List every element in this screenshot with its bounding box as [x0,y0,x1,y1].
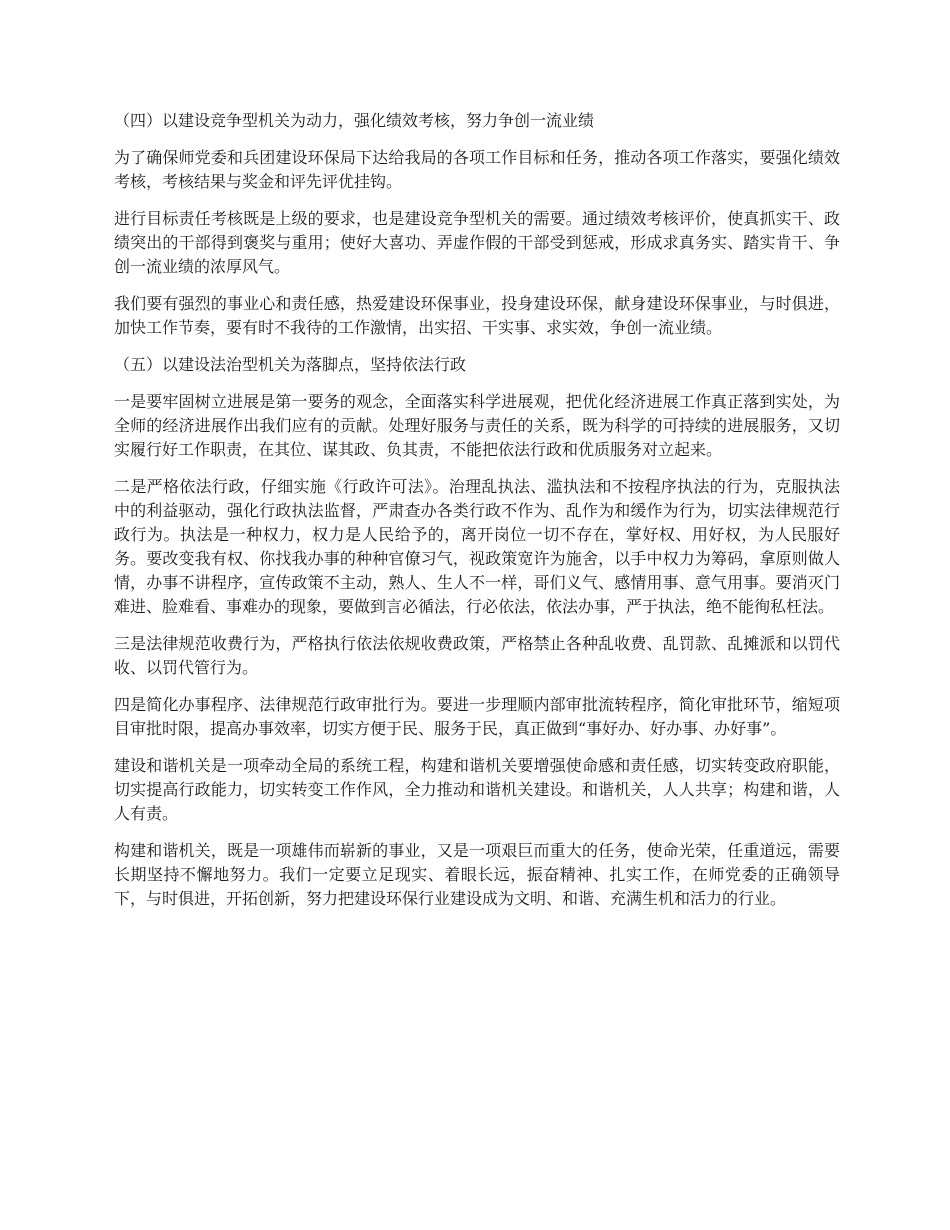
paragraph: 建设和谐机关是一项牵动全局的系统工程，构建和谐机关要增强使命感和责任感，切实转变政府职能，切实提高行政能力，切实转变工作作风，全力推动和谐机关建设。和谐机关，人人共享；构建和谐，人人有责。 [114,756,840,823]
paragraph: 我们要有强烈的事业心和责任感，热爱建设环保事业，投身建设环保，献身建设环保事业，与时俱进，加快工作节奏，要有时不我待的工作激情，出实招、干实事、求实效，争创一流业绩。 [114,294,840,337]
section-heading-5: （五）以建设法治型机关为落脚点，坚持依法行政 [114,355,467,374]
document-page [114,109,840,924]
paragraph: 构建和谐机关，既是一项雄伟而崭新的事业，又是一项艰巨而重大的任务，使命光荣，任重道远，需要长期坚持不懈地努力。我们一定要立足现实、着眼长远，振奋精神、扎实工作，在师党委的正确领导下，与时俱进，开拓创新，努力把建设环保行业建设成为文明、和谐、充满生机和活力的行业。 [114,841,840,908]
paragraph: 二是严格依法行政，仔细实施《行政许可法》。治理乱执法、滥执法和不按程序执法的行为，克服执法中的利益驱动，强化行政执法监督，严肃查办各类行政不作为、乱作为和缓作为行为，切实法律规范行政行为。执法是一种权力，权力是人民给予的，离开岗位一切不存在，掌好权、用好权，为人民服好务。要改变我有权、你找我办事的种种官僚习气，视政策宽许为施舍，以手中权力为筹码，拿原则做人情，办事不讲程序，宣传政策不主动，熟人、生人不一样，哥们义气、感情用事、意气用事。要消灭门难进、脸难看、事难办的现象，要做到言必循法，行必依法，依法办事，严于执法，绝不能徇私枉法。 [114,477,840,616]
paragraph: 四是简化办事程序、法律规范行政审批行为。要进一步理顺内部审批流转程序，简化审批环节，缩短项目审批时限，提高办事效率，切实方便于民、服务于民，真正做到“事好办、好办事、办好事”。 [114,695,840,738]
paragraph: 进行目标责任考核既是上级的要求，也是建设竞争型机关的需要。通过绩效考核评价，使真抓实干、政绩突出的干部得到褒奖与重用；使好大喜功、弄虚作假的干部受到惩戒，形成求真务实、踏实肯干、争创一流业绩的浓厚风气。 [114,209,840,276]
paragraph: 为了确保师党委和兵团建设环保局下达给我局的各项工作目标和任务，推动各项工作落实，要强化绩效考核，考核结果与奖金和评先评优挂钩。 [114,148,840,191]
paragraph: 三是法律规范收费行为，严格执行依法依规收费政策，严格禁止各种乱收费、乱罚款、乱摊派和以罚代收、以罚代管行为。 [114,634,840,677]
paragraph: 一是要牢固树立进展是第一要务的观念，全面落实科学进展观，把优化经济进展工作真正落到实处，为全师的经济进展作出我们应有的贡献。处理好服务与责任的关系，既为科学的可持续的进展服务，又切实履行好工作职责，在其位、谋其政、负其责，不能把依法行政和优质服务对立起来。 [114,392,840,459]
section-heading-4: （四）以建设竞争型机关为动力，强化绩效考核，努力争创一流业绩 [114,111,595,130]
